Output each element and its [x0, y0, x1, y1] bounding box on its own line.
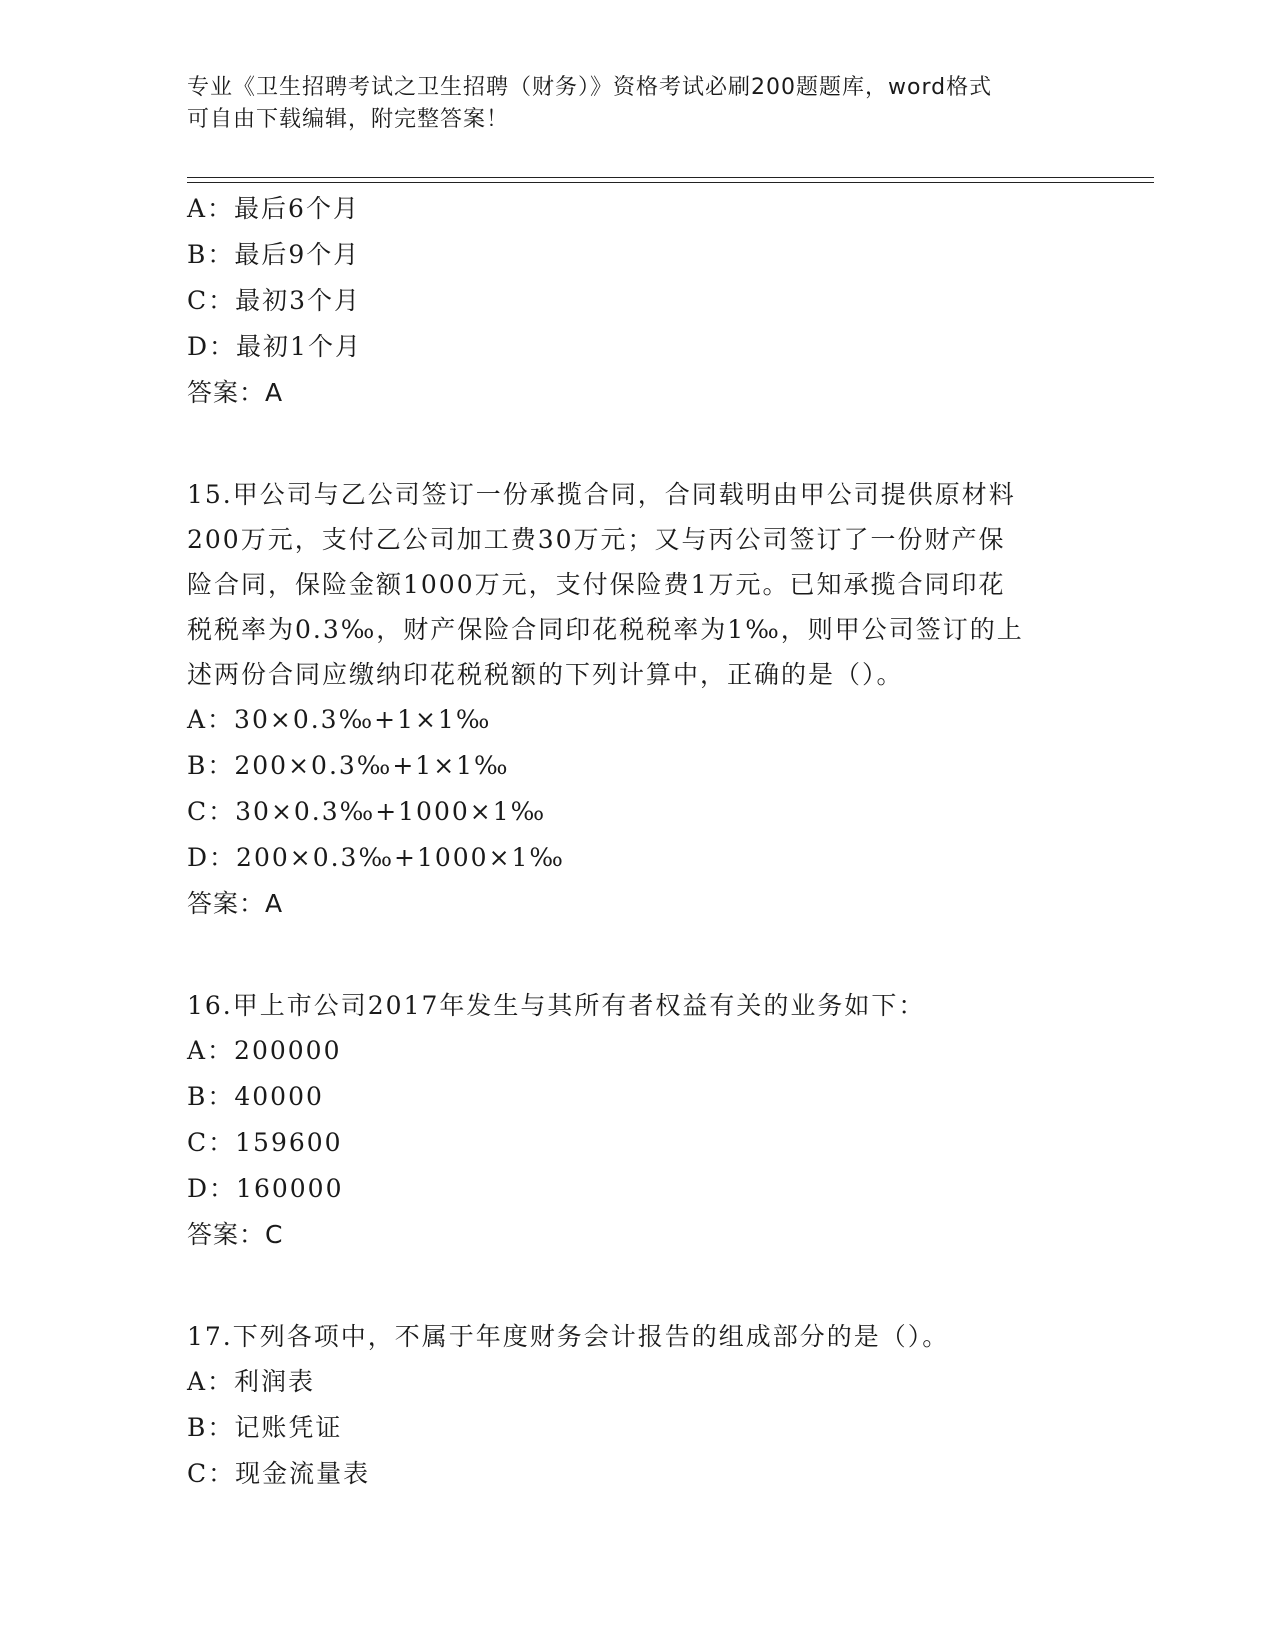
question-15: [187, 472, 1087, 927]
option-a: A：利润表: [187, 1367, 316, 1396]
option-c: C：现金流量表: [187, 1459, 371, 1488]
option-a: A：最后6个月: [187, 194, 360, 223]
question-text-line: 险合同，保险金额1000万元，支付保险费1万元。已知承揽合同印花: [187, 570, 1006, 599]
question-text: [187, 1314, 1087, 1359]
question-14: [187, 186, 1087, 416]
answer-line: 答案：A: [187, 889, 284, 918]
question-text-line: 税税率为0.3‰，财产保险合同印花税税率为1‰，则甲公司签订的上: [187, 615, 1024, 644]
option-b: B：记账凭证: [187, 1413, 343, 1442]
option-d: D：160000: [187, 1174, 344, 1203]
header-line-1: 专业《卫生招聘考试之卫生招聘（财务）》资格考试必刷200题题库，word格式: [187, 75, 993, 100]
document-body: [187, 186, 1087, 1497]
option-c: C：30×0.3‰+1000×1‰: [187, 797, 547, 826]
question-text-line: 17.下列各项中，不属于年度财务会计报告的组成部分的是（）。: [187, 1322, 950, 1351]
option-b: B：200×0.3‰+1×1‰: [187, 751, 510, 780]
question-text-line: 200万元，支付乙公司加工费30万元；又与丙公司签订了一份财产保: [187, 525, 1006, 554]
document-header: [187, 72, 1077, 136]
option-d: D：最初1个月: [187, 332, 362, 361]
answer-line: 答案：C: [187, 1220, 284, 1249]
header-rule-top: [187, 177, 1154, 178]
question-16: [187, 983, 1087, 1258]
question-text-line: 述两份合同应缴纳印花税税额的下列计算中，正确的是（）。: [187, 660, 904, 689]
question-text: [187, 472, 1087, 697]
option-c: C：最初3个月: [187, 286, 362, 315]
option-b: B：最后9个月: [187, 240, 361, 269]
option-c: C：159600: [187, 1128, 343, 1157]
question-17: [187, 1314, 1087, 1497]
header-rule-bottom: [187, 182, 1154, 183]
answer-line: 答案：A: [187, 378, 284, 407]
option-b: B：40000: [187, 1082, 324, 1111]
option-a: A：200000: [187, 1036, 342, 1065]
question-text: [187, 983, 1087, 1028]
option-d: D：200×0.3‰+1000×1‰: [187, 843, 565, 872]
question-text-line: 16.甲上市公司2017年发生与其所有者权益有关的业务如下：: [187, 991, 926, 1020]
header-line-2: 可自由下载编辑，附完整答案！: [187, 107, 510, 132]
question-text-line: 15.甲公司与乙公司签订一份承揽合同，合同载明由甲公司提供原材料: [187, 480, 1016, 509]
option-a: A：30×0.3‰+1×1‰: [187, 705, 492, 734]
